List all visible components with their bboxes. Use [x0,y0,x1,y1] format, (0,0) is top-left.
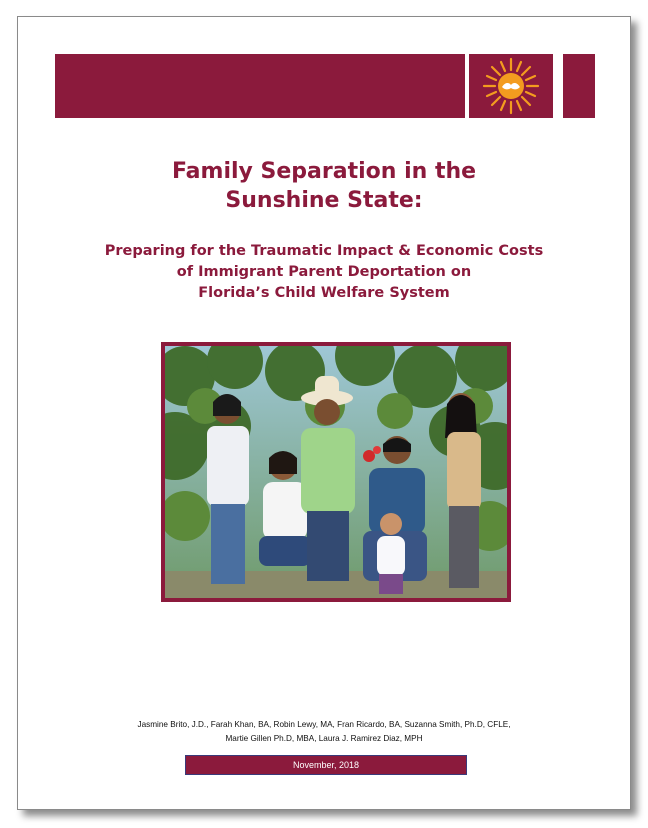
author-list [18,718,630,746]
report-title [18,157,630,215]
family-photo-illustration [165,346,507,598]
family-photo [165,346,507,598]
report-subtitle [18,241,630,304]
subtitle-line-3: Florida’s Child Welfare System [198,285,450,301]
report-cover-page [17,16,631,810]
author-line-2: Martie Gillen Ph.D, MBA, Laura J. Ramirez Diaz, MPH [225,734,423,743]
publication-date: November, 2018 [185,755,467,775]
header-banner-end [563,54,595,118]
subtitle-line-1: Preparing for the Traumatic Impact & Economic Costs [104,243,544,259]
author-line-1: Jasmine Brito, J.D., Farah Khan, BA, Robin Lewy, MA, Fran Ricardo, BA, Suzanna Smith, Ph.D, CFLE, [137,720,511,729]
header-banner [55,54,465,118]
logo-panel [469,54,553,118]
family-photo-frame [161,342,511,602]
sun-with-hands-icon [469,54,553,118]
subtitle-line-2: of Immigrant Parent Deportation on [176,264,472,280]
title-line-2: Sunshine State: [225,188,423,213]
title-line-1: Family Separation in the [171,159,477,184]
